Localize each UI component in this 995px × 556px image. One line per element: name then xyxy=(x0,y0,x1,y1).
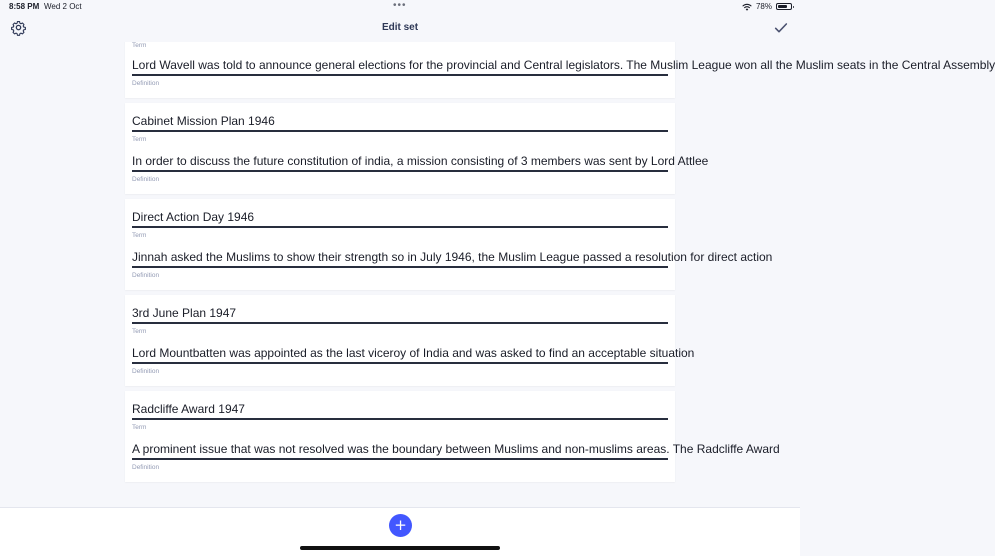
definition-field[interactable] xyxy=(132,248,773,280)
checkmark-icon[interactable] xyxy=(773,20,789,36)
term-field[interactable] xyxy=(132,304,668,336)
term-underline xyxy=(132,130,668,132)
status-bar xyxy=(0,0,800,14)
term-input[interactable]: Radcliffe Award 1947 xyxy=(132,402,245,416)
definition-label: Definition xyxy=(132,175,160,183)
navigation-bar xyxy=(0,14,800,42)
term-input[interactable]: 3rd June Plan 1947 xyxy=(132,306,237,320)
term-label: Term xyxy=(132,42,147,49)
definition-label: Definition xyxy=(132,79,160,87)
bottom-toolbar xyxy=(0,507,800,556)
definition-underline xyxy=(132,170,668,172)
definition-input[interactable]: Lord Mountbatten was appointed as the last viceroy of India and was asked to find an acceptable situation xyxy=(132,346,695,360)
term-field[interactable] xyxy=(132,208,668,240)
term-card xyxy=(125,391,780,482)
battery-percent: 78% xyxy=(755,2,772,11)
battery-level xyxy=(778,5,787,8)
term-input[interactable]: Direct Action Day 1946 xyxy=(132,210,255,224)
definition-field[interactable] xyxy=(132,344,695,376)
definition-input[interactable]: Lord Wavell was told to announce general elections for the provincial and Central legislators. The Muslim League won all the Muslim seats in the Central Assembly xyxy=(132,58,995,72)
definition-underline xyxy=(132,458,668,460)
definition-field[interactable] xyxy=(132,56,995,88)
status-right xyxy=(742,2,792,11)
definition-field[interactable] xyxy=(132,152,709,184)
term-field[interactable] xyxy=(132,400,668,432)
definition-underline xyxy=(132,74,668,76)
definition-input[interactable]: A prominent issue that was not resolved was the boundary between Muslims and non-muslims areas. The Radcliffe Award xyxy=(132,442,780,456)
term-card xyxy=(125,103,709,194)
definition-input[interactable]: Jinnah asked the Muslims to show their strength so in July 1946, the Muslim League passed a resolution for direct action xyxy=(132,250,773,264)
term-card xyxy=(125,199,773,290)
term-label: Term xyxy=(132,135,147,143)
definition-label: Definition xyxy=(132,463,160,471)
term-underline xyxy=(132,322,668,324)
definition-underline xyxy=(132,266,668,268)
term-input[interactable]: Cabinet Mission Plan 1946 xyxy=(132,114,275,128)
definition-label: Definition xyxy=(132,271,160,279)
term-label: Term xyxy=(132,423,147,431)
battery-icon xyxy=(776,3,792,10)
term-label: Term xyxy=(132,327,147,335)
home-indicator xyxy=(300,546,500,550)
status-date: Wed 2 Oct xyxy=(44,2,82,11)
add-card-button[interactable]: + xyxy=(389,514,412,537)
term-field[interactable] xyxy=(132,112,668,144)
term-card xyxy=(125,295,695,386)
definition-input[interactable]: In order to discuss the future constitution of india, a mission consisting of 3 members was sent by Lord Attlee xyxy=(132,154,709,168)
wifi-icon xyxy=(742,3,752,11)
definition-underline xyxy=(132,362,668,364)
term-underline xyxy=(132,418,668,420)
definition-field[interactable] xyxy=(132,440,780,472)
term-underline xyxy=(132,226,668,228)
multitasking-dots[interactable]: ••• xyxy=(393,0,407,11)
status-time: 8:58 PM xyxy=(9,2,40,11)
page-title: Edit set xyxy=(381,22,419,33)
definition-label: Definition xyxy=(132,367,160,375)
term-label: Term xyxy=(132,231,147,239)
